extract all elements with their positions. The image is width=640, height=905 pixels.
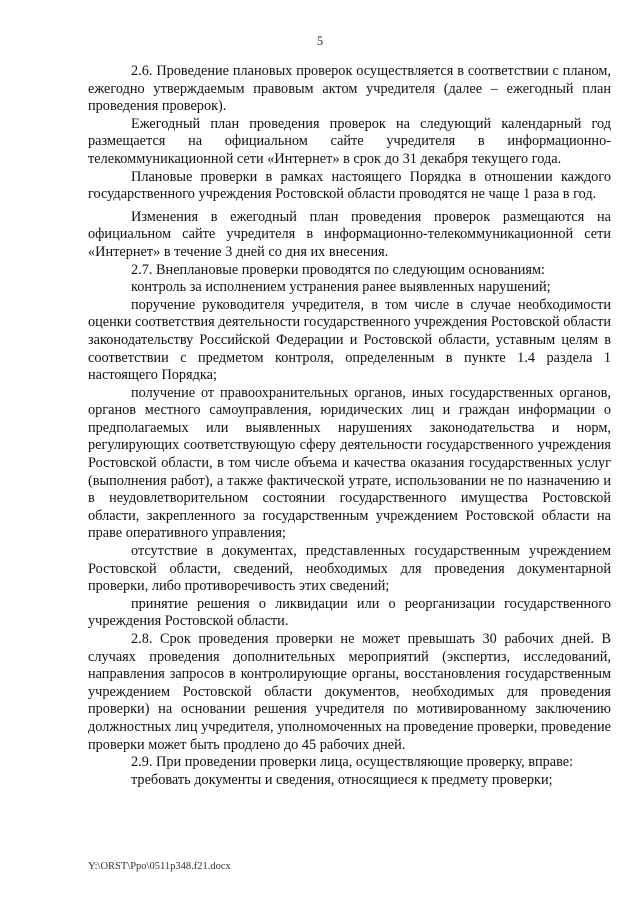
paragraph-ground-order: поручение руководителя учредителя, в том числе в случае необходимости оценки соответствия деятельности государственного учреждения Ростовской области законодательству Российской Федерации и Ростовской области, уставным целям в соответствии с предметом контроля, определенным в пункте 1.4 раздела 1 настоящего Порядка; <box>88 296 611 384</box>
paragraph-ground-control: контроль за исполнением устранения ранее выявленных нарушений; <box>131 279 551 296</box>
paragraph-2-8: 2.8. Срок проведения проверки не может превышать 30 рабочих дней. В случаях проведения дополнительных мероприятий (экспертиз, исследований, направления запросов в контролирующие органы, восстановления государственным учреждением Ростовской области документов, необходимых для проведения проверки) на основании решения учредителя по мотивированному заключению должностных лиц учредителя, уполномоченных на проведение проверки, проведение проверки может быть продлено до 45 рабочих дней. <box>88 631 611 753</box>
page-number: 5 <box>316 34 324 48</box>
paragraph-ground-information: получение от правоохранительных органов, иных государственных органов, органов местного самоуправления, юридических лиц и граждан информации о предполагаемых или выявленных нарушениях законодательства и норм, регулирующих соответствующую сферу деятельности государственного учреждения Ростовской области, в том числе объема и качества оказания государственных услуг (выполнения работ), а также фактической утрате, использовании не по назначению и в неудовлетворительном состоянии государственного имущества Ростовской области, закрепленного за государственным учреждением Ростовской области на праве оперативного управления; <box>88 384 611 542</box>
footer-file-path: Y:\ORST\Ppo\0511p348.f21.docx <box>88 861 231 872</box>
paragraph-2-7: 2.7. Внеплановые проверки проводятся по следующим основаниям: <box>131 261 545 278</box>
paragraph-plan-changes: Изменения в ежегодный план проведения проверок размещаются на официальном сайте учредителя в информационно-телекоммуникационной сети «Интернет» в течение 3 дней со дня их внесения. <box>88 208 611 260</box>
paragraph-2-6: 2.6. Проведение плановых проверок осуществляется в соответствии с планом, ежегодно утверждаемым правовым актом учредителя (далее – ежегодный план проведения проверок). <box>88 63 611 115</box>
paragraph-2-9: 2.9. При проведении проверки лица, осуществляющие проверку, вправе: <box>131 754 574 771</box>
paragraph-plan-publication: Ежегодный план проведения проверок на следующий календарный год размещается на официальном сайте учредителя в информационно-телекоммуникационной сети «Интернет» в срок до 31 декабря текущего года. <box>88 115 611 167</box>
paragraph-plan-frequency: Плановые проверки в рамках настоящего Порядка в отношении каждого государственного учреждения Ростовской области проводятся не чаще 1 раза в год. <box>88 168 611 203</box>
document-body <box>88 63 611 789</box>
paragraph-right-request-docs: требовать документы и сведения, относящиеся к предмету проверки; <box>131 771 553 788</box>
paragraph-ground-liquidation: принятие решения о ликвидации или о реорганизации государственного учреждения Ростовской области. <box>88 595 611 630</box>
paragraph-ground-missing-docs: отсутствие в документах, представленных государственным учреждением Ростовской области, сведений, необходимых для проведения документарной проверки, либо противоречивость этих сведений; <box>88 543 611 595</box>
